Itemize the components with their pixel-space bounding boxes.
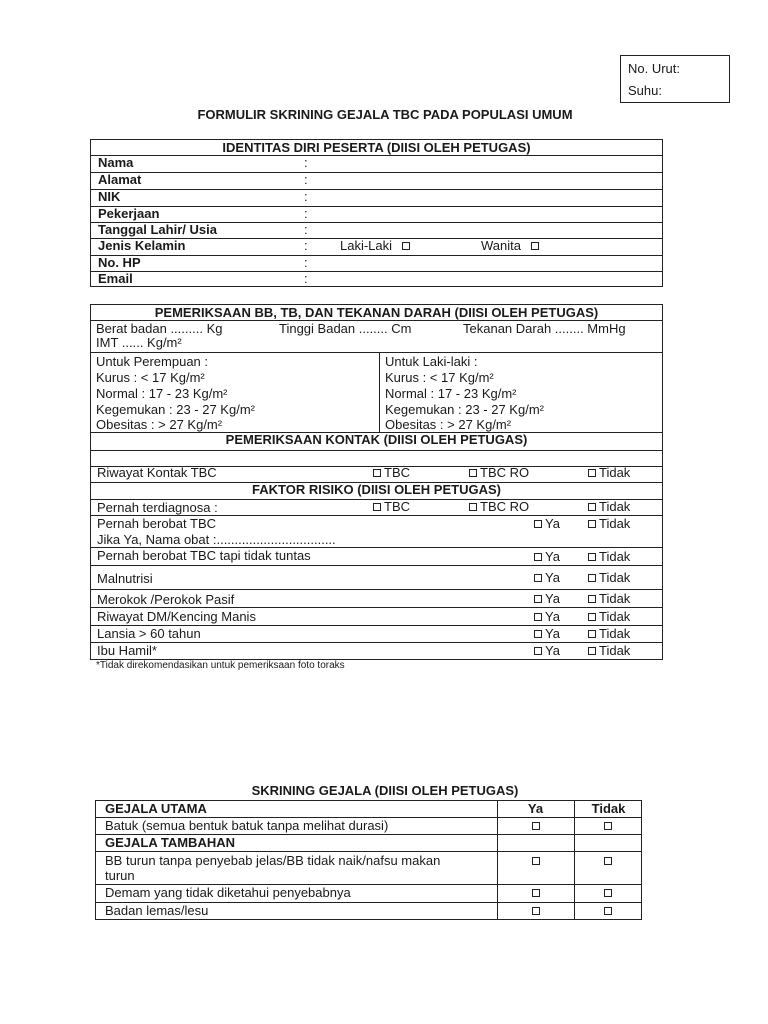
demam-tidak-checkbox[interactable] bbox=[604, 889, 612, 897]
perempuan-normal: Normal : 17 - 23 Kg/m² bbox=[96, 386, 228, 401]
colon: : bbox=[304, 172, 308, 187]
checkbox[interactable] bbox=[402, 242, 410, 250]
option-label: Tidak bbox=[599, 591, 631, 606]
colon: : bbox=[304, 238, 308, 253]
demam-ya-checkbox[interactable] bbox=[532, 889, 540, 897]
colon: : bbox=[304, 255, 308, 270]
laki-title: Untuk Laki-laki : bbox=[385, 354, 478, 369]
skrining-title: SKRINING GEJALA (DIISI OLEH PETUGAS) bbox=[251, 783, 519, 798]
option-label: TBC bbox=[384, 465, 410, 480]
perempuan-kegemukan: Kegemukan : 23 - 27 Kg/m² bbox=[96, 402, 255, 417]
col-tidak: Tidak bbox=[591, 801, 626, 816]
bb-turun-ya-checkbox[interactable] bbox=[532, 857, 540, 865]
riwayat-kontak-label: Riwayat Kontak TBC bbox=[97, 465, 217, 480]
faktor-header: FAKTOR RISIKO (DIISI OLEH PETUGAS) bbox=[252, 482, 501, 497]
malnutrisi-tidak-option[interactable] bbox=[588, 570, 630, 586]
merokok-ya-option[interactable] bbox=[534, 591, 560, 607]
pemeriksaan-table bbox=[90, 304, 663, 660]
col-ya: Ya bbox=[527, 801, 544, 816]
gejala-tambahan-label: GEJALA TAMBAHAN bbox=[105, 835, 235, 850]
checkbox[interactable] bbox=[588, 469, 596, 477]
option-label: Tidak bbox=[599, 499, 631, 514]
field-label-no-hp: No. HP bbox=[98, 255, 141, 270]
laki-normal: Normal : 17 - 23 Kg/m² bbox=[385, 386, 517, 401]
option-label: Ya bbox=[545, 570, 560, 585]
skrining-table bbox=[95, 800, 642, 920]
checkbox[interactable] bbox=[588, 503, 596, 511]
checkbox[interactable] bbox=[588, 613, 596, 621]
kontak-tbc-ro-option[interactable] bbox=[469, 465, 529, 481]
option-label: Tidak bbox=[599, 516, 631, 531]
hamil-ya-option[interactable] bbox=[534, 643, 560, 659]
terdiagnosa-tbc-ro-option[interactable] bbox=[469, 499, 529, 515]
checkbox[interactable] bbox=[534, 574, 542, 582]
page-title: FORMULIR SKRINING GEJALA TBC PADA POPULASI UMUM bbox=[197, 107, 573, 122]
checkbox[interactable] bbox=[534, 520, 542, 528]
kontak-header: PEMERIKSAAN KONTAK (DIISI OLEH PETUGAS) bbox=[225, 432, 528, 447]
checkbox[interactable] bbox=[534, 553, 542, 561]
gender-female-option[interactable] bbox=[481, 238, 542, 254]
checkbox[interactable] bbox=[469, 469, 477, 477]
tekanan-darah-field: Tekanan Darah ........ MmHg bbox=[463, 321, 626, 336]
field-label-jenis-kelamin: Jenis Kelamin bbox=[98, 238, 186, 253]
laki-kurus: Kurus : < 17 Kg/m² bbox=[385, 370, 494, 385]
field-label-alamat: Alamat bbox=[98, 172, 142, 187]
demam-label: Demam yang tidak diketahui penyebabnya bbox=[105, 885, 351, 900]
checkbox[interactable] bbox=[588, 553, 596, 561]
gender-male-option[interactable] bbox=[340, 238, 413, 254]
field-label-pekerjaan: Pekerjaan bbox=[98, 206, 160, 221]
malnutrisi-ya-option[interactable] bbox=[534, 570, 560, 586]
checkbox[interactable] bbox=[588, 520, 596, 528]
dm-tidak-option[interactable] bbox=[588, 609, 630, 625]
option-label: Tidak bbox=[599, 465, 631, 480]
tidak-tuntas-ya-option[interactable] bbox=[534, 549, 560, 565]
checkbox[interactable] bbox=[534, 647, 542, 655]
perempuan-title: Untuk Perempuan : bbox=[96, 354, 209, 369]
checkbox[interactable] bbox=[588, 647, 596, 655]
option-label: Tidak bbox=[599, 570, 631, 585]
option-label: Ya bbox=[545, 549, 560, 564]
identitas-table bbox=[90, 139, 663, 287]
tidak-tuntas-tidak-option[interactable] bbox=[588, 549, 630, 565]
colon: : bbox=[304, 189, 308, 204]
field-label-nik: NIK bbox=[98, 189, 121, 204]
checkbox[interactable] bbox=[531, 242, 539, 250]
lemas-label: Badan lemas/lesu bbox=[105, 903, 209, 918]
tinggi-badan-field: Tinggi Badan ........ Cm bbox=[279, 321, 412, 336]
checkbox[interactable] bbox=[373, 503, 381, 511]
dm-ya-option[interactable] bbox=[534, 609, 560, 625]
berat-badan-field: Berat badan ......... Kg bbox=[96, 321, 223, 336]
perempuan-obesitas: Obesitas : > 27 Kg/m² bbox=[96, 417, 223, 432]
checkbox[interactable] bbox=[534, 595, 542, 603]
batuk-tidak-checkbox[interactable] bbox=[604, 822, 612, 830]
colon: : bbox=[304, 271, 308, 286]
bb-turun-label-cont: turun bbox=[105, 868, 135, 883]
bb-turun-label: BB turun tanpa penyebab jelas/BB tidak naik/nafsu makan bbox=[105, 853, 441, 868]
option-label: Ya bbox=[545, 643, 560, 658]
option-label: Ya bbox=[545, 626, 560, 641]
colon: : bbox=[304, 206, 308, 221]
pemeriksaan-header: PEMERIKSAAN BB, TB, DAN TEKANAN DARAH (DIISI OLEH PETUGAS) bbox=[154, 305, 599, 320]
option-label: TBC RO bbox=[480, 465, 530, 480]
lemas-tidak-checkbox[interactable] bbox=[604, 907, 612, 915]
colon: : bbox=[304, 222, 308, 237]
kontak-tidak-option[interactable] bbox=[588, 465, 630, 481]
checkbox[interactable] bbox=[588, 574, 596, 582]
no-urut-label: No. Urut: bbox=[628, 61, 681, 76]
lansia-tidak-option[interactable] bbox=[588, 626, 630, 642]
field-label-tanggal-lahir: Tanggal Lahir/ Usia bbox=[98, 222, 217, 237]
option-label: Ya bbox=[545, 591, 560, 606]
hamil-label: Ibu Hamil* bbox=[97, 643, 157, 658]
identitas-header: IDENTITAS DIRI PESERTA (DIISI OLEH PETUGAS) bbox=[222, 140, 531, 155]
checkbox[interactable] bbox=[588, 630, 596, 638]
checkbox[interactable] bbox=[469, 503, 477, 511]
option-label: Ya bbox=[545, 609, 560, 624]
lemas-ya-checkbox[interactable] bbox=[532, 907, 540, 915]
footnote: *Tidak direkomendasikan untuk pemeriksaan foto toraks bbox=[96, 660, 345, 671]
malnutrisi-label: Malnutrisi bbox=[97, 571, 153, 586]
suhu-label: Suhu: bbox=[628, 83, 662, 98]
option-label: Ya bbox=[545, 516, 560, 531]
tidak-tuntas-label: Pernah berobat TBC tapi tidak tuntas bbox=[97, 548, 311, 563]
field-label-nama: Nama bbox=[98, 155, 134, 170]
lansia-label: Lansia > 60 tahun bbox=[97, 626, 201, 641]
batuk-label: Batuk (semua bentuk batuk tanpa melihat durasi) bbox=[105, 818, 389, 833]
bb-turun-tidak-checkbox[interactable] bbox=[604, 857, 612, 865]
checkbox[interactable] bbox=[588, 595, 596, 603]
option-label: Tidak bbox=[599, 549, 631, 564]
checkbox[interactable] bbox=[373, 469, 381, 477]
nama-obat-field: Jika Ya, Nama obat :................................. bbox=[97, 532, 336, 547]
corner-box bbox=[620, 55, 730, 103]
imt-field: IMT ...... Kg/m² bbox=[96, 335, 182, 350]
option-label: Tidak bbox=[599, 643, 631, 658]
kontak-tbc-option[interactable] bbox=[373, 465, 410, 481]
checkbox[interactable] bbox=[534, 630, 542, 638]
option-label: TBC bbox=[384, 499, 410, 514]
gender-male-label: Laki-Laki bbox=[340, 238, 393, 253]
perempuan-kurus: Kurus : < 17 Kg/m² bbox=[96, 370, 205, 385]
option-label: Tidak bbox=[599, 609, 631, 624]
berobat-tidak-option[interactable] bbox=[588, 516, 630, 532]
terdiagnosa-tidak-option[interactable] bbox=[588, 499, 630, 515]
lansia-ya-option[interactable] bbox=[534, 626, 560, 642]
laki-obesitas: Obesitas : > 27 Kg/m² bbox=[385, 417, 512, 432]
berobat-ya-option[interactable] bbox=[534, 516, 560, 532]
colon: : bbox=[304, 155, 308, 170]
terdiagnosa-tbc-option[interactable] bbox=[373, 499, 410, 515]
option-label: TBC RO bbox=[480, 499, 530, 514]
checkbox[interactable] bbox=[534, 613, 542, 621]
col-gejala-utama: GEJALA UTAMA bbox=[105, 801, 207, 816]
berobat-label: Pernah berobat TBC bbox=[97, 516, 216, 531]
option-label: Tidak bbox=[599, 626, 631, 641]
laki-kegemukan: Kegemukan : 23 - 27 Kg/m² bbox=[385, 402, 544, 417]
hamil-tidak-option[interactable] bbox=[588, 643, 630, 659]
merokok-tidak-option[interactable] bbox=[588, 591, 630, 607]
merokok-label: Merokok /Perokok Pasif bbox=[97, 592, 235, 607]
batuk-ya-checkbox[interactable] bbox=[532, 822, 540, 830]
terdiagnosa-label: Pernah terdiagnosa : bbox=[97, 500, 218, 515]
dm-label: Riwayat DM/Kencing Manis bbox=[97, 609, 256, 624]
field-label-email: Email bbox=[98, 271, 133, 286]
gender-female-label: Wanita bbox=[481, 238, 521, 253]
